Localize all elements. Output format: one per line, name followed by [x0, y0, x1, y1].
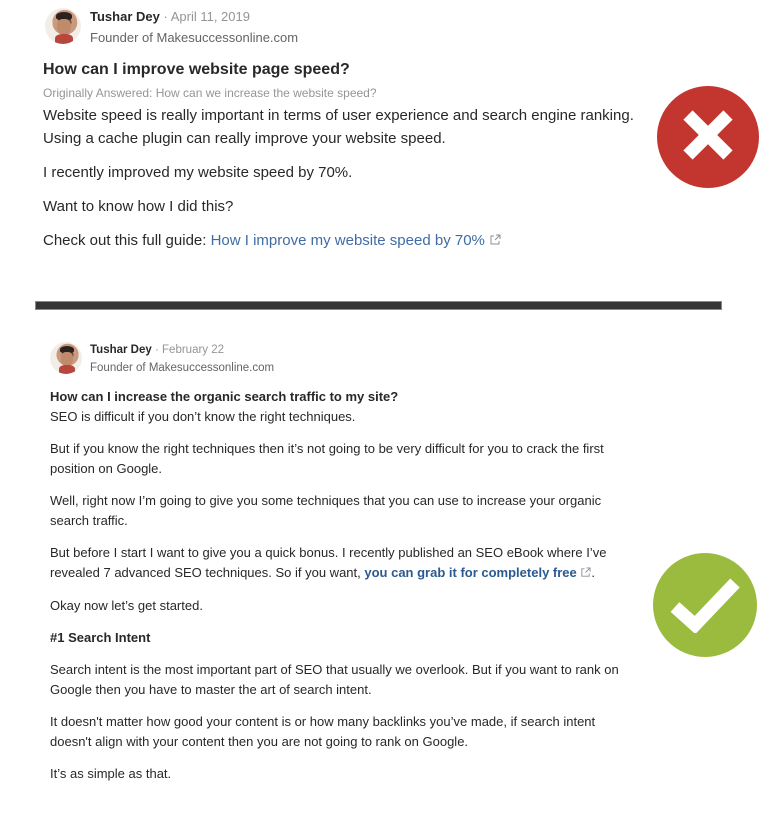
author-credential: Founder of Makesuccessonline.com: [90, 362, 275, 374]
paragraph: Well, right now I’m going to give you some techniques that you can use to increase your organic search traffic.: [50, 493, 602, 528]
bonus-paragraph: [50, 543, 630, 584]
check-mark-icon: [669, 573, 741, 638]
answer-date[interactable]: February 22: [162, 344, 225, 356]
author-meta: [90, 342, 274, 376]
originally-answered[interactable]: Originally Answered: How can we increase the website speed?: [43, 86, 377, 100]
paragraph: It’s as simple as that.: [50, 765, 172, 781]
author-line: [90, 342, 274, 358]
question-title[interactable]: How can I increase the organic search traffic to my site?: [50, 389, 399, 404]
avatar[interactable]: [50, 342, 82, 374]
answer-card-right: [50, 342, 630, 784]
separator: ·: [163, 9, 168, 24]
wrong-badge: [657, 86, 759, 188]
author-name[interactable]: Tushar Dey: [90, 9, 160, 24]
question-title[interactable]: How can I improve website page speed?: [43, 61, 350, 78]
author-row: [50, 342, 630, 376]
paragraph: Search intent is the most important part of SEO that usually we overlook. But if you want to rank on Google then you have to master the art of search intent.: [50, 661, 619, 697]
paragraph: SEO is difficult if you don’t know the right techniques.: [50, 409, 356, 424]
guide-paragraph: [43, 229, 663, 253]
guide-prefix: Check out this full guide:: [43, 232, 211, 249]
avatar[interactable]: [45, 8, 81, 44]
author-name[interactable]: Tushar Dey: [90, 344, 152, 356]
guide-link[interactable]: How I improve my website speed by 70%: [210, 232, 485, 249]
x-mark-icon: [678, 105, 738, 170]
paragraph: It doesn't matter how good your content is or how many backlinks you’ve made, if search intent doesn't align with your content then you are not going to rank on Google.: [50, 713, 596, 749]
paragraph: I recently improved my website speed by 70%.: [43, 164, 353, 181]
ebook-link[interactable]: you can grab it for completely free: [364, 565, 577, 580]
author-credential: Founder of Makesuccessonline.com: [90, 30, 299, 45]
author-row: [43, 8, 663, 47]
paragraph: Website speed is really important in terms of user experience and search engine ranking. Using a cache plugin can really improve your website speed.: [43, 107, 634, 147]
author-meta: [90, 8, 298, 47]
right-badge: [653, 553, 757, 657]
bonus-prefix: But before I start I want to give you a quick bonus. I recently published an SEO eBook where I’ve revealed 7 advanced SEO techniques. So if you want,: [50, 545, 607, 580]
answer-card-wrong: [43, 8, 663, 253]
bonus-suffix: .: [591, 565, 596, 580]
answer-date[interactable]: April 11, 2019: [170, 9, 250, 24]
section-heading: #1 Search Intent: [50, 629, 151, 645]
author-line: [90, 8, 298, 26]
external-link-icon: [580, 564, 591, 584]
separator: ·: [154, 344, 159, 356]
section-divider: [35, 301, 722, 310]
paragraph: But if you know the right techniques then it’s not going to be very difficult for you to crack the first position on Google.: [50, 441, 604, 476]
external-link-icon: [489, 230, 501, 253]
paragraph: Want to know how I did this?: [43, 198, 234, 215]
paragraph: Okay now let’s get started.: [50, 597, 203, 613]
